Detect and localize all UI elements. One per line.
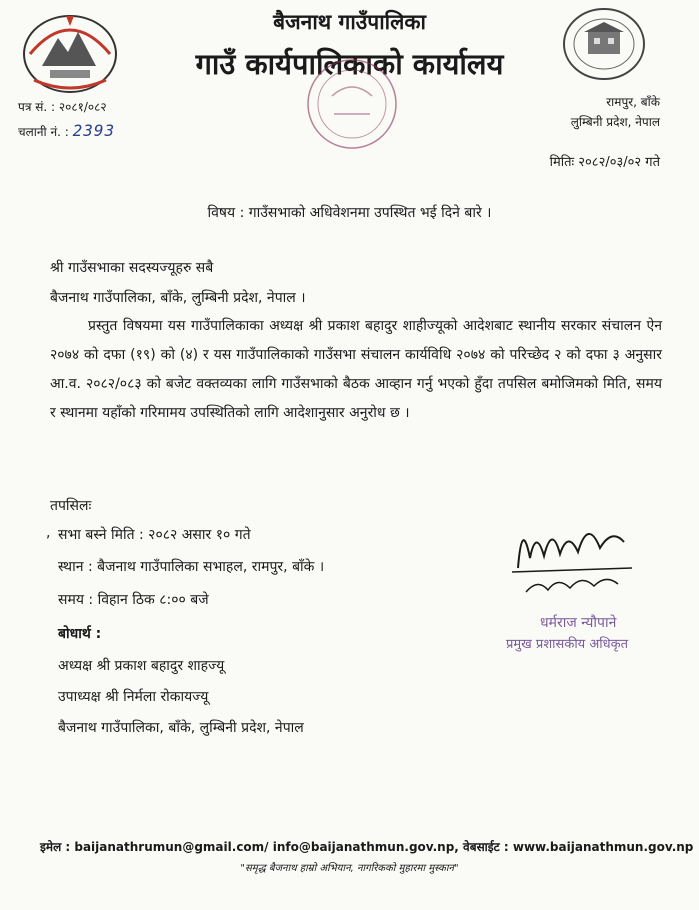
office-seal-stamp bbox=[292, 56, 412, 152]
meeting-time: समय : विहान ठिक ८:०० बजे bbox=[58, 592, 209, 608]
dispatch-label: चलानी नं. : bbox=[18, 125, 69, 139]
cc-item: अध्यक्ष श्री प्रकाश बहादुर शाहज्यू bbox=[58, 658, 225, 674]
dispatch-number bbox=[18, 121, 115, 140]
letter-subject: विषय : गाउँसभाको अधिवेशनमा उपस्थित भई दिने बारे । bbox=[207, 205, 492, 221]
letter-date: मितिः २०८२/०३/०२ गते bbox=[549, 155, 660, 170]
footer-contact: इमेल : baijanathrumun@gmail.com/ info@baijanathmun.gov.np, वेबसाईट : www.baijanathmun.gov.np bbox=[40, 840, 694, 854]
signer-name: धर्मराज न्यौपाने bbox=[540, 615, 617, 631]
recipient-line-1: श्री गाउँसभाका सदस्यज्यूहरु सबै bbox=[50, 260, 214, 276]
reference-number: पत्र सं. : २०८१/०८२ bbox=[18, 100, 107, 114]
meeting-venue: स्थान : बैजनाथ गाउँपालिका सभाहल, रामपुर, बाँके । bbox=[58, 559, 325, 575]
office-name: गाउँ कार्यपालिकाको कार्यालय bbox=[195, 47, 504, 81]
letter-body: प्रस्तुत विषयमा यस गाउँपालिकाका अध्यक्ष श्री प्रकाश बहादुर शाहीज्यूको आदेशबाट स्थानीय सरकार संचालन ऐन २०७४ को दफा (१९) को (४) र यस गाउँपालिकाको गाउँसभा संचालन कार्यविधि २०७४ को परिच्छेद २ को दफा ३ अनुसार आ.व. २०८२/०८३ को बजेट वक्तव्यका लागि गाउँसभाको बैठक आव्हान गर्नु भएको हुँदा तपसिल बमोजिमको मिति, समय र स्थानमा यहाँको गरिमामय उपस्थितिको लागि आदेशानुसार अनुरोध छ । bbox=[50, 318, 662, 421]
footer-slogan: "समृद्ध बैजनाथ हाम्रो अभियान, नागरिकको मुहारमा मुस्कान" bbox=[240, 863, 459, 874]
dispatch-value: 2393 bbox=[72, 121, 116, 140]
signer-title: प्रमुख प्रशासकीय अधिकृत bbox=[506, 637, 629, 652]
meeting-date: सभा बस्ने मिति : २०८२ असार १० गते bbox=[58, 527, 251, 543]
cc-item: बैजनाथ गाउँपालिका, बाँके, लुम्बिनी प्रदेश, नेपाल bbox=[58, 720, 304, 736]
recipient-line-2: बैजनाथ गाउँपालिका, बाँके, लुम्बिनी प्रदेश, नेपाल । bbox=[50, 290, 306, 306]
handwritten-signature bbox=[508, 508, 638, 598]
details-heading: तपसिलः bbox=[50, 498, 92, 514]
municipality-logo bbox=[560, 6, 648, 82]
cc-heading: बोधार्थ : bbox=[58, 626, 102, 642]
cc-item: उपाध्यक्ष श्री निर्मला रोकायज्यू bbox=[58, 689, 209, 705]
bullet-mark: , bbox=[46, 525, 51, 541]
municipality-name: बैजनाथ गाउँपालिका bbox=[273, 10, 426, 34]
address-line-2: लुम्बिनी प्रदेश, नेपाल bbox=[570, 115, 660, 129]
address-line-1: रामपुर, बाँके bbox=[606, 95, 660, 109]
